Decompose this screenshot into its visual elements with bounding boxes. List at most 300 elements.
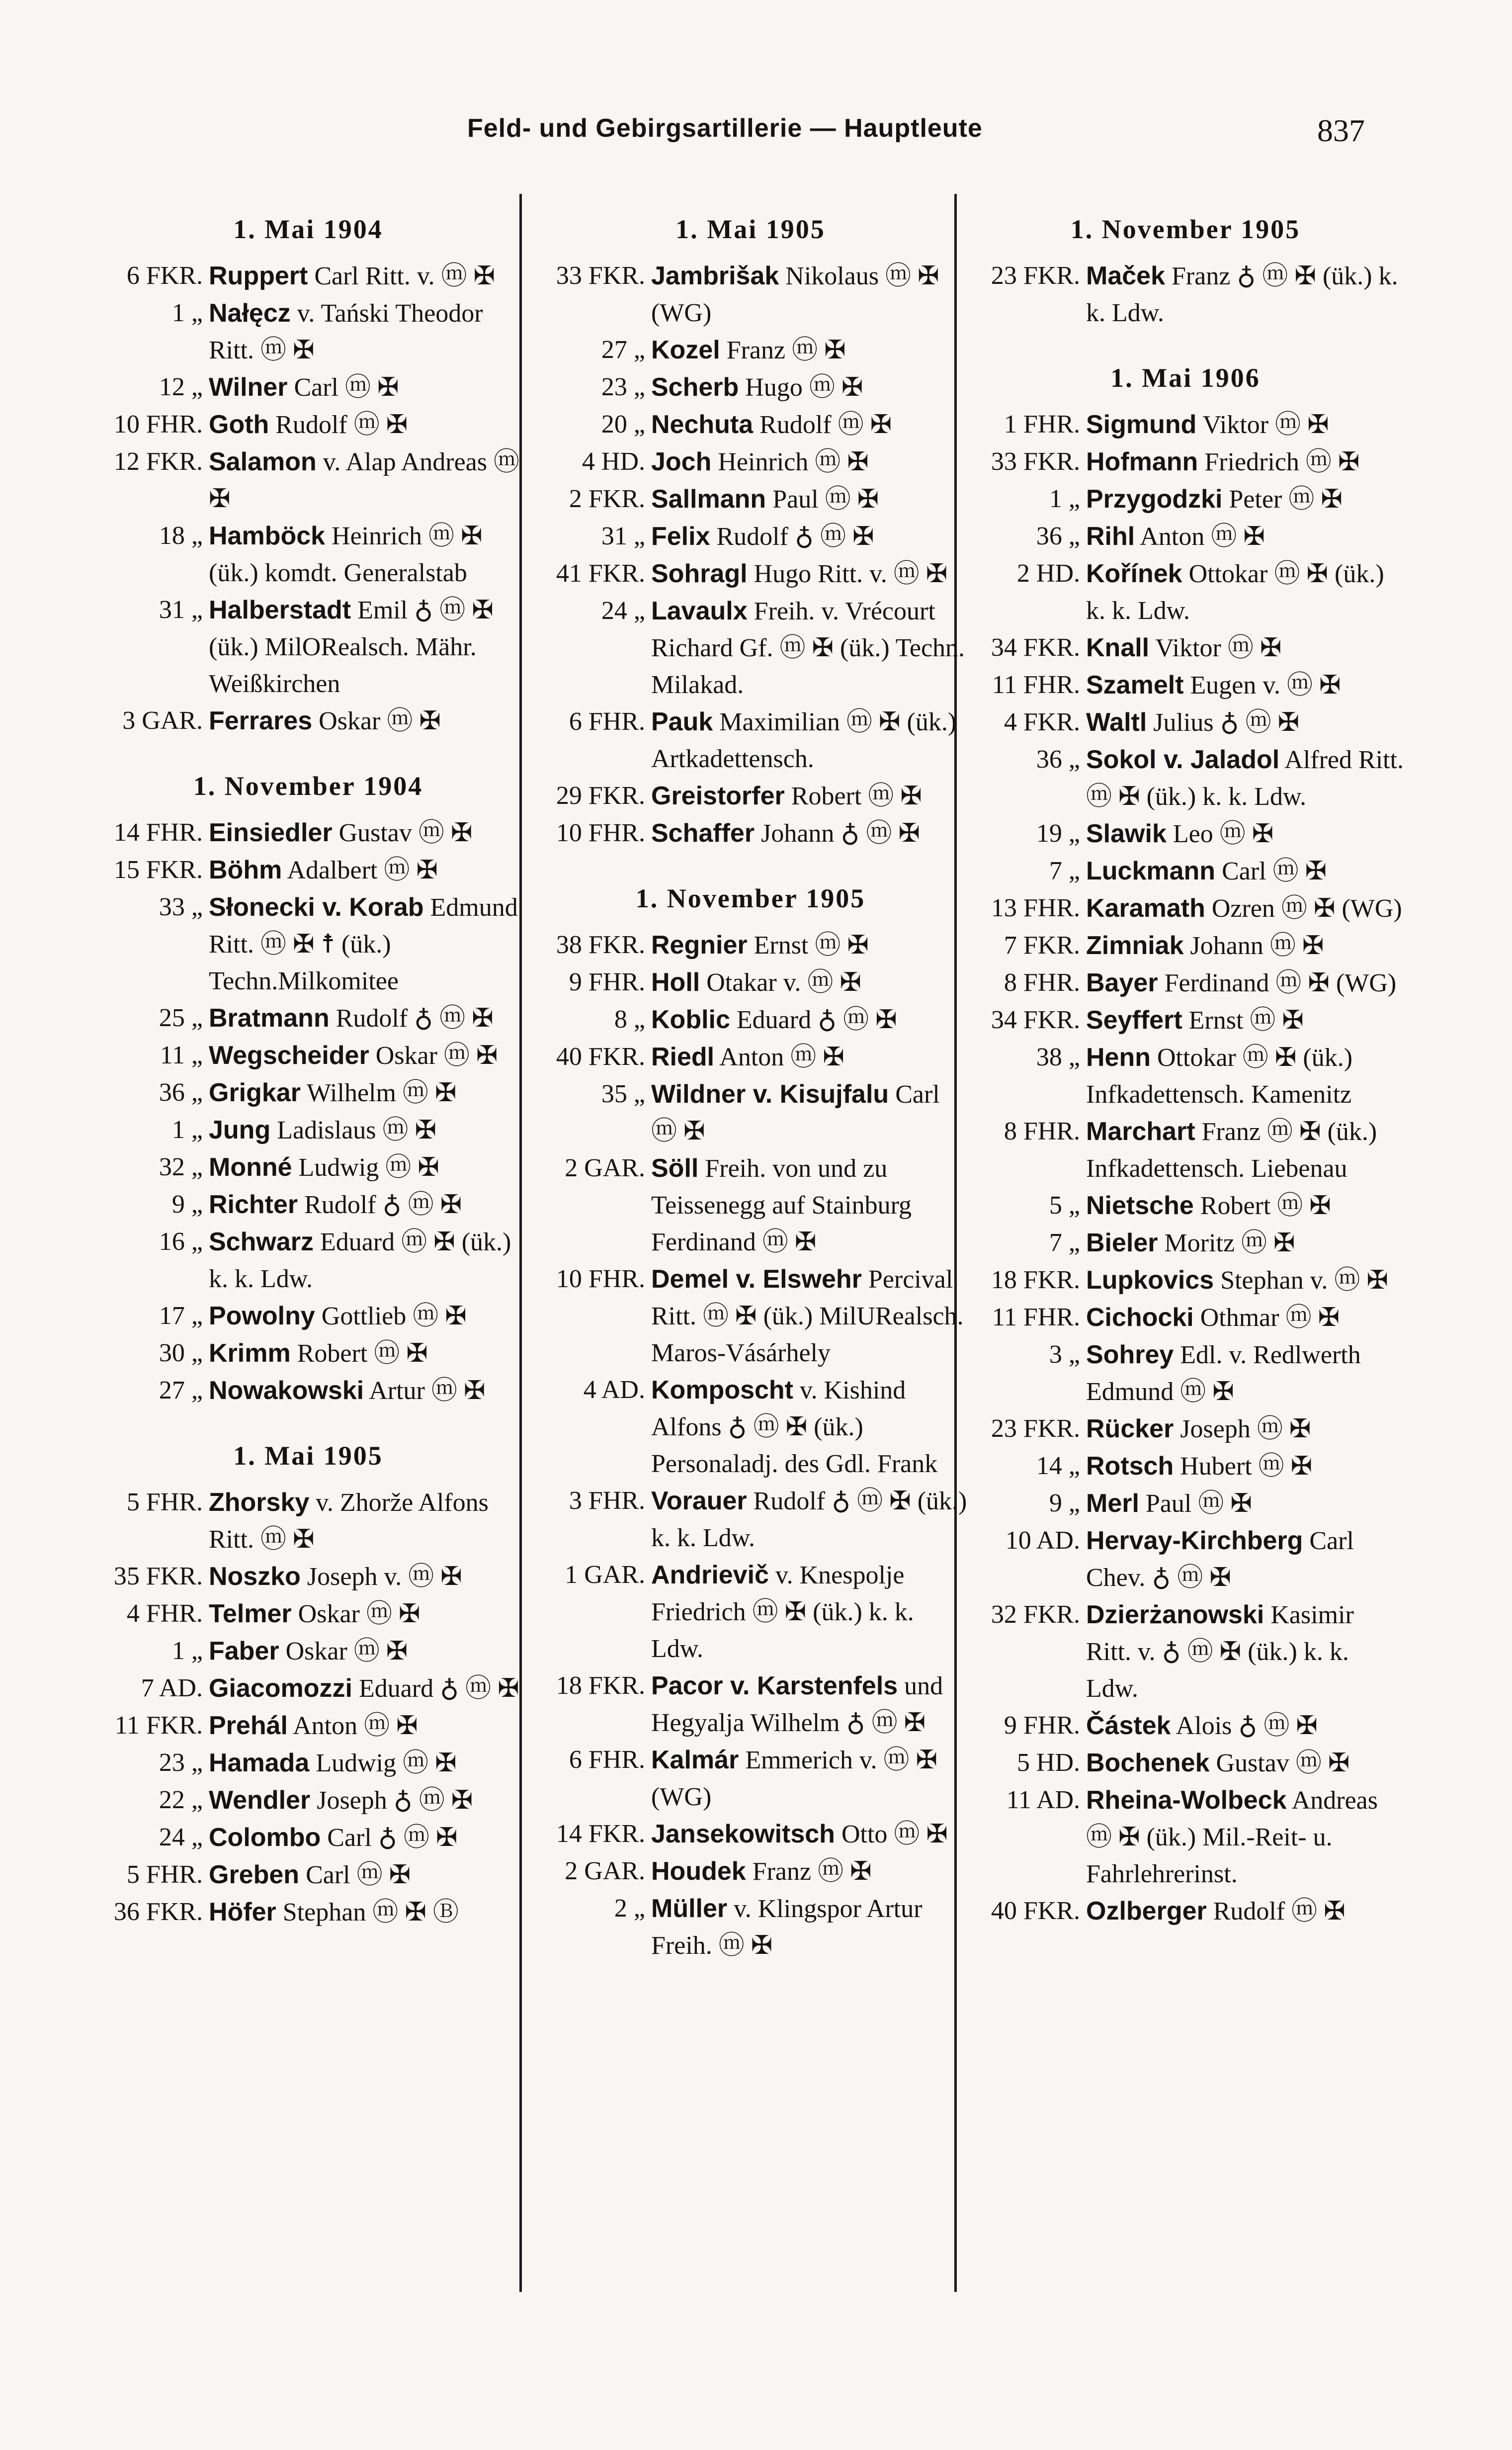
officer-details: Oskar ⓜ ✠ (279, 1637, 408, 1665)
officer-details: v. Tański Theodor Ritt. ⓜ ✠ (209, 299, 483, 364)
officer-name: Richter (209, 1190, 298, 1219)
officer-entry (967, 518, 1404, 555)
officer-details: Carl ⓜ ✠ (651, 1080, 940, 1145)
officer-text (651, 443, 969, 481)
officer-name: Müller (651, 1894, 728, 1923)
regiment-rank: 23 „ (159, 1749, 203, 1777)
officer-name: Joch (651, 447, 712, 476)
officer-details: Johann ⓜ ✠ (1183, 932, 1324, 960)
officer-name: Hervay-Kirchberg (1086, 1526, 1303, 1555)
officer-name: Nechuta (651, 410, 754, 439)
officer-text (1086, 1707, 1404, 1745)
officer-name: Merl (1086, 1489, 1139, 1518)
regiment-rank: 30 „ (159, 1339, 203, 1367)
officer-entry (89, 592, 527, 702)
officer-text (209, 1670, 527, 1707)
officer-details: Ernst ⓜ ✠ (747, 931, 869, 960)
officer-details: Rudolf ♁ ⓜ ✠ (ük.) k. k. Ldw. (651, 1487, 967, 1552)
officer-text (1086, 1893, 1404, 1930)
officer-entry (89, 1074, 527, 1112)
regiment-rank: 1 „ (171, 299, 203, 327)
officer-details: Artur ⓜ ✠ (364, 1377, 486, 1405)
officer-entry (89, 889, 527, 1000)
officer-text (1086, 1225, 1404, 1262)
officer-entry (89, 443, 527, 518)
regiment-rank: 10 FHR. (556, 1265, 645, 1293)
officer-entry (967, 481, 1404, 518)
officer-name: Telmer (209, 1599, 292, 1628)
officer-details: Franz ⓜ ✠ (720, 336, 846, 364)
officer-entry (532, 332, 969, 369)
officer-entry (89, 1484, 527, 1558)
officer-text (1086, 481, 1404, 518)
officer-entry (532, 1150, 969, 1261)
officer-name: Sallmann (651, 485, 766, 514)
officer-text (651, 481, 969, 518)
officer-details: Franz ♁ ⓜ ✠ (ük.) k. k. Ldw. (1086, 262, 1398, 327)
officer-entry (967, 1707, 1404, 1745)
officer-text (1086, 1782, 1404, 1893)
regiment-rank: 41 FKR. (556, 559, 645, 588)
officer-text (651, 1816, 969, 1853)
officer-name: Halberstadt (209, 596, 351, 624)
officer-entry (89, 1112, 527, 1149)
officer-name: Jambrišak (651, 262, 779, 290)
regiment-rank: 14 FKR. (556, 1820, 645, 1848)
officer-entry (967, 1782, 1404, 1893)
officer-entry (532, 964, 969, 1001)
regiment-rank: 7 „ (1049, 857, 1080, 885)
page-header: Feld- und Gebirgsartillerie — Hauptleute (467, 114, 983, 143)
officer-entry (89, 1000, 527, 1037)
officer-name: Regnier (651, 931, 748, 960)
officer-details: Eduard ♁ ⓜ ✠ (352, 1674, 519, 1703)
officer-name: Pacor v. Karstenfels (651, 1671, 898, 1700)
officer-text (651, 1261, 969, 1372)
regiment-rank: 18 FKR. (991, 1266, 1080, 1294)
regiment-rank: 32 „ (159, 1153, 203, 1181)
regiment-rank: 3 FHR. (569, 1487, 645, 1515)
officer-details: Kasimir Ritt. v. ♁ ⓜ ✠ (ük.) k. k. Ldw. (1086, 1601, 1354, 1703)
page-number: 837 (1317, 113, 1365, 148)
officer-text (209, 889, 527, 1000)
officer-entry (532, 1890, 969, 1964)
officer-entry (532, 443, 969, 481)
officer-name: Rücker (1086, 1414, 1174, 1443)
officer-details: Carl ⓜ ✠ (287, 373, 399, 402)
regiment-rank: 2 FKR. (569, 485, 645, 513)
officer-text (1086, 667, 1404, 704)
officer-text (1086, 1002, 1404, 1039)
officer-entry (967, 927, 1404, 964)
regiment-rank: 8 FHR. (1004, 1117, 1080, 1145)
officer-details: Eduard ♁ ⓜ ✠ (730, 1006, 897, 1034)
officer-entry (532, 258, 969, 332)
regiment-rank: 12 „ (159, 373, 203, 401)
officer-details: Joseph ♁ ⓜ ✠ (310, 1786, 473, 1815)
officer-entry (89, 1372, 527, 1409)
officer-entry (532, 555, 969, 593)
officer-name: Schaffer (651, 819, 755, 848)
officer-name: Wendler (209, 1786, 311, 1815)
regiment-rank: 9 „ (171, 1190, 203, 1219)
officer-name: Marchart (1086, 1117, 1195, 1146)
officer-name: Maček (1086, 262, 1165, 290)
officer-name: Słonecki v. Korab (209, 893, 424, 922)
regiment-rank: 12 FKR. (113, 447, 203, 476)
officer-text (651, 1667, 969, 1742)
regiment-rank: 1 „ (171, 1116, 203, 1144)
officer-text (651, 406, 969, 443)
officer-entry (967, 258, 1404, 332)
officer-details: und Hegyalja Wilhelm ♁ ⓜ ✠ (651, 1672, 943, 1737)
officer-entry (532, 1039, 969, 1076)
officer-name: Wilner (209, 373, 288, 402)
officer-entry (89, 1595, 527, 1633)
officer-text (1086, 443, 1404, 481)
officer-entry (532, 406, 969, 443)
officer-text (651, 1890, 969, 1964)
officer-details: Hugo ⓜ ✠ (739, 373, 863, 402)
regiment-rank: 10 FHR. (556, 819, 645, 847)
section-heading: 1. Mai 1905 (675, 214, 826, 244)
regiment-rank: 38 FKR. (556, 931, 645, 959)
officer-entry (967, 1448, 1404, 1485)
officer-text (209, 592, 527, 702)
officer-details: Andreas ⓜ ✠ (ük.) Mil.-Reit- u. Fahrlehrerinst. (1086, 1786, 1378, 1888)
officer-entry (967, 1187, 1404, 1225)
officer-name: Zhorsky (209, 1488, 310, 1517)
regiment-rank: 11 FHR. (992, 1303, 1080, 1331)
regiment-rank: 16 „ (159, 1227, 203, 1256)
officer-entry (89, 1037, 527, 1074)
regiment-rank: 5 FHR. (126, 1860, 203, 1889)
regiment-rank: 1 GAR. (565, 1561, 645, 1589)
officer-details: v. Klingspor Artur Freih. ⓜ ✠ (651, 1895, 923, 1960)
officer-text (209, 1558, 527, 1595)
officer-text (651, 1076, 969, 1150)
officer-details: Paul ⓜ ✠ (766, 485, 879, 514)
regiment-rank: 9 „ (1049, 1489, 1080, 1517)
officer-text (209, 1074, 527, 1112)
officer-details: Ernst ⓜ ✠ (1182, 1006, 1304, 1035)
officer-name: Salamon (209, 447, 317, 476)
officer-details: Anton ⓜ ✠ (714, 1043, 844, 1071)
officer-name: Sokol v. Jaladol (1086, 745, 1280, 774)
officer-details: Carl Ritt. v. ⓜ ✠ (308, 262, 496, 290)
officer-text (209, 1298, 527, 1335)
regiment-rank: 36 „ (1036, 522, 1080, 550)
column-2 (532, 209, 969, 1964)
officer-details: Gustav ⓜ ✠ (332, 819, 473, 847)
regiment-rank: 18 „ (159, 522, 203, 550)
officer-name: Kalmár (651, 1746, 739, 1774)
officer-text (1086, 890, 1404, 927)
regiment-rank: 19 „ (1036, 819, 1080, 848)
officer-text (1086, 741, 1404, 815)
officer-text (209, 1335, 527, 1372)
regiment-rank: 8 „ (614, 1005, 645, 1034)
regiment-rank: 9 FHR. (569, 968, 645, 996)
officer-entry (532, 369, 969, 406)
officer-details: v. Zhorže Alfons Ritt. ⓜ ✠ (209, 1488, 489, 1554)
officer-details: Edl. v. Redlwerth Edmund ⓜ ✠ (1086, 1341, 1361, 1406)
officer-text (1086, 1448, 1404, 1485)
officer-text (1086, 1039, 1404, 1113)
officer-name: Wegscheider (209, 1041, 369, 1070)
officer-entry (967, 741, 1404, 815)
regiment-rank: 8 FHR. (1004, 968, 1080, 997)
officer-text (209, 1819, 527, 1856)
officer-text (209, 1707, 527, 1745)
officer-name: Bayer (1086, 968, 1158, 997)
regiment-rank: 36 „ (1036, 745, 1080, 774)
regiment-rank: 36 FKR. (113, 1898, 203, 1926)
officer-name: Scherb (651, 373, 739, 402)
officer-name: Dzierżanowski (1086, 1600, 1264, 1629)
officer-name: Waltl (1086, 708, 1147, 737)
officer-name: Powolny (209, 1302, 315, 1330)
officer-name: Prehál (209, 1711, 288, 1740)
regiment-rank: 2 HD. (1016, 559, 1080, 588)
officer-name: Krimm (209, 1339, 291, 1368)
regiment-rank: 4 FHR. (126, 1599, 203, 1628)
officer-text (1086, 629, 1404, 667)
officer-name: Bratmann (209, 1004, 330, 1033)
officer-text (1086, 258, 1404, 332)
officer-entry (967, 1113, 1404, 1187)
column-3 (967, 209, 1404, 1930)
officer-details: Joseph ⓜ ✠ (1174, 1415, 1311, 1443)
regiment-rank: 2 „ (614, 1894, 645, 1923)
officer-entry (532, 1483, 969, 1557)
regiment-rank: 33 „ (159, 893, 203, 921)
officer-details: Ottokar ⓜ ✠ (ük.) k. k. Ldw. (1086, 560, 1384, 625)
officer-entry (89, 702, 527, 740)
officer-details: Heinrich ⓜ ✠ (ük.) komdt. Generalstab (209, 522, 483, 587)
officer-name: Lupkovics (1086, 1266, 1214, 1295)
officer-entry (967, 406, 1404, 443)
officer-details: v. Kishind Alfons ♁ ⓜ ✠ (ük.) Personaladj. des Gdl. Frank (651, 1376, 938, 1478)
regiment-rank: 5 FHR. (126, 1488, 203, 1516)
officer-text (651, 1001, 969, 1039)
regiment-rank: 40 FKR. (991, 1897, 1080, 1925)
officer-name: Greben (209, 1860, 300, 1889)
officer-text (1086, 964, 1404, 1002)
officer-entry (532, 815, 969, 852)
officer-text (651, 555, 969, 593)
officer-entry (89, 1558, 527, 1595)
regiment-rank: 15 FKR. (113, 856, 203, 884)
officer-details: Ladislaus ⓜ ✠ (270, 1116, 437, 1144)
section-heading: 1. November 1904 (193, 771, 423, 801)
officer-details: v. Alap Andreas ⓜ ✠ (209, 448, 519, 513)
officer-details: Carl ⓜ ✠ (1215, 857, 1327, 885)
officer-text (1086, 815, 1404, 853)
officer-text (651, 778, 969, 815)
officer-details: Alfred Ritt. ⓜ ✠ (ük.) k. k. Ldw. (1086, 746, 1404, 811)
officer-name: Hamada (209, 1749, 310, 1777)
officer-name: Nałęcz (209, 299, 291, 328)
officer-name: Bochenek (1086, 1749, 1210, 1777)
officer-text (651, 332, 969, 369)
officer-name: Böhm (209, 856, 282, 884)
regiment-rank: 34 FKR. (991, 633, 1080, 662)
regiment-rank: 4 FKR. (1004, 708, 1080, 736)
section-heading: 1. Mai 1904 (233, 214, 383, 244)
officer-entry (532, 778, 969, 815)
regiment-rank: 23 FKR. (991, 262, 1080, 290)
officer-name: Szamelt (1086, 671, 1184, 700)
officer-name: Vorauer (651, 1487, 747, 1515)
officer-text (1086, 1262, 1404, 1299)
regiment-rank: 13 FHR. (991, 894, 1080, 922)
regiment-rank: 33 FKR. (556, 262, 645, 290)
officer-text (651, 703, 969, 778)
officer-text (1086, 1522, 1404, 1596)
officer-name: Seyffert (1086, 1006, 1182, 1035)
officer-details: Ludwig ⓜ ✠ (292, 1153, 439, 1182)
officer-name: Bieler (1086, 1228, 1158, 1257)
officer-name: Söll (651, 1154, 699, 1183)
officer-text (209, 295, 527, 369)
officer-details: Peter ⓜ ✠ (1222, 485, 1343, 514)
officer-entry (967, 1262, 1404, 1299)
officer-text (209, 1782, 527, 1819)
officer-name: Komposcht (651, 1376, 793, 1404)
officer-text (1086, 704, 1404, 741)
section-heading: 1. Mai 1905 (233, 1441, 383, 1471)
officer-entry (532, 927, 969, 964)
officer-details: Alois ♁ ⓜ ✠ (1171, 1712, 1318, 1740)
officer-text (651, 964, 969, 1001)
regiment-rank: 5 „ (1049, 1191, 1080, 1220)
regiment-rank: 1 „ (1049, 485, 1080, 513)
officer-name: Giacomozzi (209, 1674, 352, 1703)
regiment-rank: 7 „ (1049, 1228, 1080, 1257)
officer-entry (89, 1186, 527, 1224)
officer-details: Adalbert ⓜ ✠ (282, 856, 438, 884)
officer-text (1086, 555, 1404, 629)
officer-text (1086, 853, 1404, 890)
officer-text (209, 1224, 527, 1298)
officer-details: Ozren ⓜ ✠ (WG) (1205, 894, 1402, 923)
regiment-rank: 22 „ (159, 1786, 203, 1814)
regiment-rank: 23 FKR. (991, 1414, 1080, 1443)
officer-text (1086, 1113, 1404, 1187)
regiment-rank: 25 „ (159, 1004, 203, 1032)
officer-details: Ludwig ⓜ ✠ (309, 1749, 457, 1777)
regiment-rank: 31 „ (601, 522, 645, 550)
officer-text (651, 927, 969, 964)
officer-name: Ozlberger (1086, 1897, 1207, 1925)
officer-details: Viktor ⓜ ✠ (1149, 634, 1282, 662)
officer-name: Riedl (651, 1043, 715, 1071)
officer-entry (967, 1336, 1404, 1410)
officer-name: Zimniak (1086, 931, 1184, 960)
officer-details: Otto ⓜ ✠ (835, 1820, 948, 1848)
officer-details: Joseph v. ⓜ ✠ (300, 1563, 462, 1591)
officer-details: Robert ⓜ ✠ (1193, 1192, 1331, 1220)
officer-entry (532, 1372, 969, 1483)
officer-name: Henn (1086, 1043, 1151, 1072)
regiment-rank: 29 FKR. (556, 782, 645, 810)
officer-entry (967, 853, 1404, 890)
officer-details: Oskar ⓜ ✠ (369, 1042, 498, 1070)
officer-text (651, 815, 969, 852)
officer-entry (89, 518, 527, 592)
officer-entry (967, 1485, 1404, 1522)
officer-name: Sigmund (1086, 410, 1197, 439)
section-heading: 1. Mai 1906 (1110, 363, 1260, 393)
officer-entry (89, 1707, 527, 1745)
officer-name: Nietsche (1086, 1191, 1194, 1220)
regiment-rank: 24 „ (601, 597, 645, 625)
regiment-rank: 4 HD. (582, 447, 645, 476)
officer-name: Goth (209, 410, 269, 439)
officer-entry (967, 629, 1404, 667)
officer-details: Hubert ⓜ ✠ (1174, 1452, 1313, 1481)
officer-details: Heinrich ⓜ ✠ (711, 448, 869, 476)
officer-details: Othmar ⓜ ✠ (1193, 1304, 1340, 1332)
regiment-rank: 5 HD. (1016, 1749, 1080, 1777)
officer-details: Freih. v. Vrécourt Richard Gf. ⓜ ✠ (ük.) Techn. Milakad. (651, 597, 965, 699)
regiment-rank: 40 FKR. (556, 1043, 645, 1071)
officer-entry (89, 1782, 527, 1819)
officer-name: Sohrey (1086, 1340, 1174, 1369)
officer-text (1086, 1187, 1404, 1225)
officer-entry (967, 815, 1404, 853)
officer-name: Pauk (651, 707, 713, 736)
officer-name: Rheina-Wolbeck (1086, 1786, 1287, 1815)
regiment-rank: 2 GAR. (565, 1154, 645, 1182)
regiment-rank: 33 FKR. (991, 447, 1080, 476)
officer-details: Robert ⓜ ✠ (784, 782, 922, 810)
officer-details: Rudolf ⓜ ✠ (269, 411, 408, 439)
officer-entry (967, 1522, 1404, 1596)
officer-details: Viktor ⓜ ✠ (1196, 411, 1329, 439)
regiment-rank: 27 „ (159, 1376, 203, 1404)
officer-text (209, 369, 527, 406)
officer-entry (967, 1039, 1404, 1113)
officer-details: Paul ⓜ ✠ (1139, 1489, 1252, 1518)
officer-entry (967, 555, 1404, 629)
regiment-rank: 34 FKR. (991, 1006, 1080, 1034)
regiment-rank: 6 FHR. (569, 1746, 645, 1774)
regiment-rank: 11 AD. (1006, 1786, 1080, 1814)
officer-text (209, 1112, 527, 1149)
officer-details: Leo ⓜ ✠ (1166, 820, 1274, 848)
officer-text (209, 1037, 527, 1074)
officer-name: Ferrares (209, 706, 313, 735)
officer-details: Franz ⓜ ✠ (746, 1857, 872, 1886)
officer-entry (967, 1225, 1404, 1262)
regiment-rank: 35 FKR. (113, 1562, 203, 1590)
officer-entry (89, 1745, 527, 1782)
officer-details: Percival Ritt. ⓜ ✠ (ük.) MilURealsch. Maros-Vásárhely (651, 1265, 964, 1367)
officer-details: Carl ♁ ⓜ ✠ (321, 1824, 458, 1852)
officer-details: Franz ⓜ ✠ (ük.) Infkadettensch. Liebenau (1086, 1118, 1377, 1183)
officer-entry (532, 1076, 969, 1150)
officer-entry (967, 443, 1404, 481)
officer-details: Oskar ⓜ ✠ (312, 707, 441, 735)
regiment-rank: 11 FHR. (992, 671, 1080, 699)
regiment-rank: 7 AD. (141, 1674, 203, 1702)
officer-details: v. Knespolje Friedrich ⓜ ✠ (ük.) k. k. Ldw. (651, 1561, 914, 1663)
officer-details: Nikolaus ⓜ ✠ (WG) (651, 262, 939, 327)
regiment-rank: 4 AD. (583, 1376, 645, 1404)
officer-entry (89, 1633, 527, 1670)
